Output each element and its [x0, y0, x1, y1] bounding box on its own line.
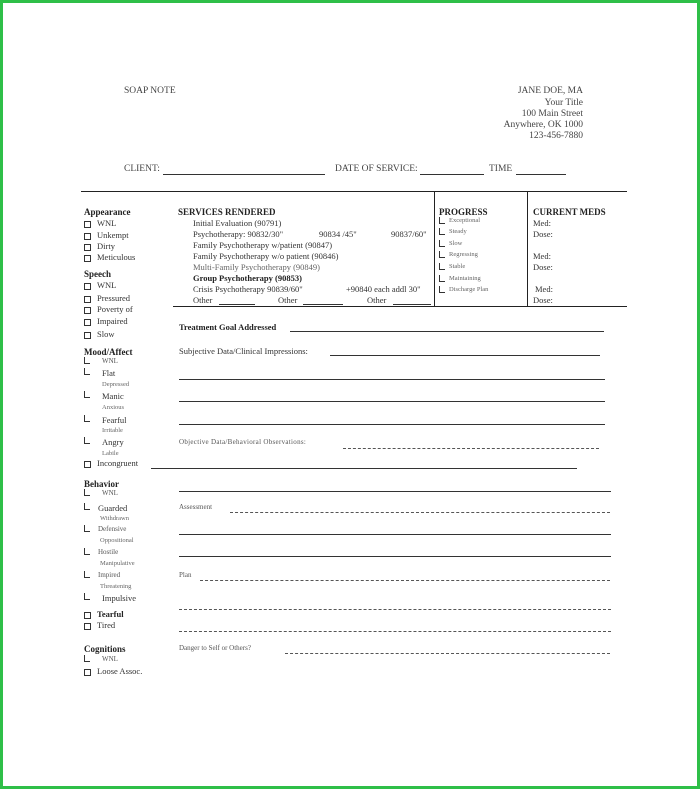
treatment-goal-field[interactable] — [290, 331, 604, 332]
progress-item[interactable]: Discharge Plan — [439, 286, 488, 293]
mood-title: Mood/Affect — [84, 347, 133, 357]
behavior-item[interactable]: Impulsive — [84, 593, 136, 603]
soap-note-form — [3, 3, 697, 786]
check-mark-icon[interactable] — [439, 286, 445, 293]
provider-city: Anywhere, OK 1000 — [503, 120, 583, 130]
other-field[interactable] — [219, 304, 255, 305]
behavior-item[interactable]: Hostile — [84, 548, 118, 556]
speech-item[interactable]: Pressured — [84, 293, 130, 303]
service-item[interactable]: Family Psychotherapy w/patient (90847) — [193, 240, 333, 250]
behavior-item[interactable]: Defensive — [84, 525, 126, 533]
check-mark-icon[interactable] — [439, 275, 445, 282]
cognitions-item[interactable]: Loose Assoc. — [84, 666, 142, 676]
progress-divider — [434, 191, 435, 306]
service-other: Other — [367, 295, 387, 305]
behavior-item[interactable]: Impired — [84, 571, 120, 579]
checkbox-icon[interactable] — [84, 255, 91, 262]
service-item[interactable]: +90840 each addl 30" — [346, 284, 421, 294]
dose-label: Dose: — [533, 262, 553, 272]
service-item[interactable]: 90834 /45" — [319, 229, 357, 239]
provider-title: Your Title — [544, 98, 583, 108]
mood-subitem: Labile — [102, 450, 119, 457]
cognitions-title: Cognitions — [84, 644, 126, 654]
assessment-line[interactable] — [179, 556, 611, 557]
mood-subitem: Anxious — [102, 404, 125, 411]
progress-item[interactable]: Stable — [439, 263, 465, 270]
check-mark-icon[interactable] — [439, 217, 445, 224]
assessment-field[interactable] — [230, 512, 610, 513]
check-mark-icon[interactable] — [84, 368, 90, 375]
time-field[interactable] — [516, 174, 566, 175]
check-mark-icon[interactable] — [439, 228, 445, 235]
objective-field[interactable] — [343, 448, 599, 449]
check-mark-icon[interactable] — [439, 240, 445, 247]
check-mark-icon[interactable] — [84, 391, 90, 398]
med-label: Med: — [533, 218, 551, 228]
behavior-item[interactable]: WNL — [84, 489, 118, 497]
objective-label: Objective Data/Behavioral Observations: — [179, 438, 307, 446]
cognitions-item[interactable]: WNL — [84, 655, 118, 663]
behavior-subitem: Manipulative — [100, 560, 135, 567]
appearance-item[interactable]: Dirty — [84, 241, 115, 251]
progress-title: PROGRESS — [439, 207, 488, 217]
checkbox-icon[interactable] — [84, 233, 91, 240]
mood-item[interactable]: Incongruent — [84, 458, 138, 468]
mood-item[interactable]: Angry — [84, 437, 124, 447]
checkbox-icon[interactable] — [84, 244, 91, 251]
appearance-item[interactable]: Unkempt — [84, 230, 129, 240]
check-mark-icon[interactable] — [84, 548, 90, 555]
behavior-item[interactable]: Guarded — [84, 503, 127, 513]
mood-item[interactable]: Fearful — [84, 415, 127, 425]
services-title: SERVICES RENDERED — [178, 207, 276, 217]
service-item[interactable]: Crisis Psychotherapy 90839/60" — [193, 284, 303, 294]
time-label: TIME — [489, 164, 513, 174]
plan-field[interactable] — [200, 580, 610, 581]
checkbox-icon[interactable] — [84, 332, 91, 339]
incongruent-line[interactable] — [151, 468, 577, 469]
doc-title: SOAP NOTE — [124, 86, 176, 96]
check-mark-icon[interactable] — [84, 415, 90, 422]
treatment-goal-label: Treatment Goal Addressed — [179, 322, 277, 332]
med-label: Med: — [535, 284, 553, 294]
other-field[interactable] — [303, 304, 343, 305]
subjective-line[interactable] — [179, 424, 605, 425]
progress-item[interactable]: Maintaining — [439, 275, 481, 282]
speech-item[interactable]: Slow — [84, 329, 114, 339]
mood-item[interactable]: WNL — [84, 357, 118, 365]
behavior-item[interactable]: Tired — [84, 620, 115, 630]
provider-phone: 123-456-7880 — [529, 131, 583, 141]
date-of-service-field[interactable] — [420, 174, 484, 175]
checkbox-icon[interactable] — [84, 461, 91, 468]
appearance-item[interactable]: WNL — [84, 218, 116, 228]
danger-label: Danger to Self or Others? — [179, 644, 251, 652]
checkbox-icon[interactable] — [84, 307, 91, 314]
checkbox-icon[interactable] — [84, 612, 91, 619]
service-item[interactable]: Family Psychotherapy w/o patient (90846) — [193, 251, 339, 261]
behavior-subitem: Oppositional — [100, 537, 134, 544]
service-item[interactable]: Group Psychotherapy (90853) — [193, 273, 302, 283]
check-mark-icon[interactable] — [84, 489, 90, 496]
behavior-subitem: Withdrawn — [100, 515, 129, 522]
check-mark-icon[interactable] — [84, 593, 90, 600]
mood-subitem: Irritable — [102, 427, 123, 434]
speech-title: Speech — [84, 269, 111, 279]
plan-line[interactable] — [179, 631, 611, 632]
mood-item[interactable]: Flat — [84, 368, 115, 378]
service-other: Other — [193, 295, 213, 305]
other-field[interactable] — [393, 304, 431, 305]
table-top-rule — [81, 191, 627, 192]
subjective-label: Subjective Data/Clinical Impressions: — [179, 346, 308, 356]
objective-line[interactable] — [179, 491, 611, 492]
checkbox-icon[interactable] — [84, 319, 91, 326]
appearance-title: Appearance — [84, 207, 131, 217]
assessment-label: Assessment — [179, 503, 213, 511]
check-mark-icon[interactable] — [439, 263, 445, 270]
service-item[interactable]: Psychotherapy: 90832/30" — [193, 229, 284, 239]
service-item[interactable]: Multi-Family Psychotherapy (90849) — [193, 262, 321, 272]
checkbox-icon[interactable] — [84, 669, 91, 676]
dose-label: Dose: — [533, 229, 553, 239]
dose-label: Dose: — [533, 295, 553, 305]
checkbox-icon[interactable] — [84, 283, 91, 290]
speech-item[interactable]: Impaired — [84, 316, 128, 326]
appearance-item[interactable]: Meticulous — [84, 252, 135, 262]
subjective-line[interactable] — [179, 401, 605, 402]
check-mark-icon[interactable] — [84, 503, 90, 510]
plan-label: Plan — [179, 571, 192, 579]
meds-title: CURRENT MEDS — [533, 207, 606, 217]
meds-divider — [527, 191, 528, 306]
behavior-item[interactable]: Tearful — [84, 609, 124, 619]
check-mark-icon[interactable] — [84, 357, 90, 364]
date-of-service-label: DATE OF SERVICE: — [335, 164, 418, 174]
provider-street: 100 Main Street — [521, 109, 583, 119]
checkbox-icon[interactable] — [84, 623, 91, 630]
client-field[interactable] — [163, 174, 325, 175]
progress-item[interactable]: Slow — [439, 240, 462, 247]
mood-subitem: Depressed — [102, 381, 130, 388]
subjective-line[interactable] — [179, 379, 605, 380]
med-label: Med: — [533, 251, 551, 261]
service-item[interactable]: Initial Evaluation (90791) — [193, 218, 282, 228]
assessment-line[interactable] — [179, 534, 611, 535]
subjective-field[interactable] — [330, 355, 600, 356]
progress-item[interactable]: Exceptional — [439, 217, 480, 224]
speech-item[interactable]: WNL — [84, 280, 116, 290]
speech-item[interactable]: Poverty of — [84, 304, 133, 314]
behavior-title: Behavior — [84, 479, 119, 489]
check-mark-icon[interactable] — [84, 437, 90, 444]
check-mark-icon[interactable] — [84, 655, 90, 662]
check-mark-icon[interactable] — [84, 525, 90, 532]
plan-line[interactable] — [179, 609, 611, 610]
check-mark-icon[interactable] — [84, 571, 90, 578]
progress-item[interactable]: Steady — [439, 228, 467, 235]
behavior-subitem: Threatening — [100, 583, 132, 590]
client-label: CLIENT: — [124, 164, 160, 174]
danger-field[interactable] — [285, 653, 610, 654]
service-other: Other — [278, 295, 298, 305]
service-item[interactable]: 90837/60" — [391, 229, 427, 239]
check-mark-icon[interactable] — [439, 251, 445, 258]
checkbox-icon[interactable] — [84, 296, 91, 303]
checkbox-icon[interactable] — [84, 221, 91, 228]
table-bottom-rule — [173, 306, 627, 307]
provider-name: JANE DOE, MA — [517, 86, 583, 96]
progress-item[interactable]: Regressing — [439, 251, 478, 258]
mood-item[interactable]: Manic — [84, 391, 124, 401]
